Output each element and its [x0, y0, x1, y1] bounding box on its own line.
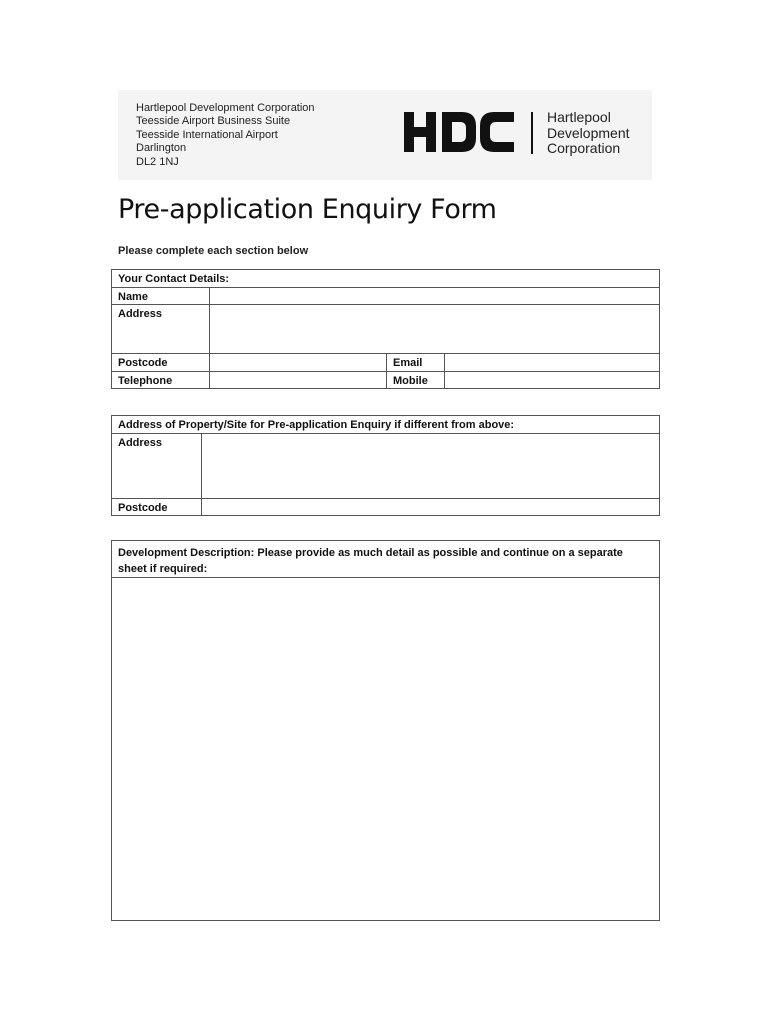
- property-address-heading: Address of Property/Site for Pre-application Enquiry if different from above:: [112, 416, 660, 434]
- logo-word-development: Development: [547, 124, 630, 141]
- logo-wordmark: [547, 110, 630, 157]
- contact-address-field[interactable]: [210, 305, 660, 354]
- logo-word-corporation: Corporation: [547, 140, 621, 156]
- email-label: Email: [387, 354, 445, 372]
- hdc-logomark: [404, 108, 516, 154]
- contact-details-table: [111, 269, 660, 389]
- instruction-text: Please complete each section below: [118, 245, 309, 257]
- address-line-organisation: Hartlepool Development Corporation: [136, 102, 315, 114]
- name-label: Name: [112, 288, 210, 305]
- property-address-field[interactable]: [202, 434, 660, 499]
- address-line-postcode: DL2 1NJ: [136, 155, 179, 168]
- mobile-field[interactable]: [445, 372, 660, 389]
- contact-postcode-label: Postcode: [112, 354, 210, 372]
- mobile-label: Mobile: [387, 372, 445, 389]
- telephone-label: Telephone: [112, 372, 210, 389]
- property-address-table: [111, 415, 660, 516]
- logo-word-hartlepool: Hartlepool: [547, 109, 611, 125]
- logo-divider: [531, 112, 533, 154]
- hdc-logo: [404, 108, 644, 158]
- email-field[interactable]: [445, 354, 660, 372]
- property-postcode-field[interactable]: [202, 499, 660, 516]
- development-description-table: [111, 540, 660, 921]
- letterhead-address: [136, 102, 315, 169]
- property-postcode-label: Postcode: [112, 499, 202, 516]
- property-address-label: Address: [112, 434, 202, 499]
- contact-address-label: Address: [112, 305, 210, 354]
- address-line-suite: Teesside Airport Business Suite: [136, 115, 291, 128]
- name-field[interactable]: [210, 288, 660, 305]
- address-line-airport: Teesside International Airport: [136, 128, 278, 141]
- page-title: Pre-application Enquiry Form: [118, 194, 497, 225]
- development-description-heading: Development Description: Please provide as much detail as possible and continue on a separate sheet if required:: [112, 541, 660, 578]
- telephone-field[interactable]: [210, 372, 387, 389]
- contact-details-heading: Your Contact Details:: [112, 270, 660, 288]
- development-description-field[interactable]: [112, 578, 660, 921]
- address-line-town: Darlington: [136, 142, 187, 155]
- contact-postcode-field[interactable]: [210, 354, 387, 372]
